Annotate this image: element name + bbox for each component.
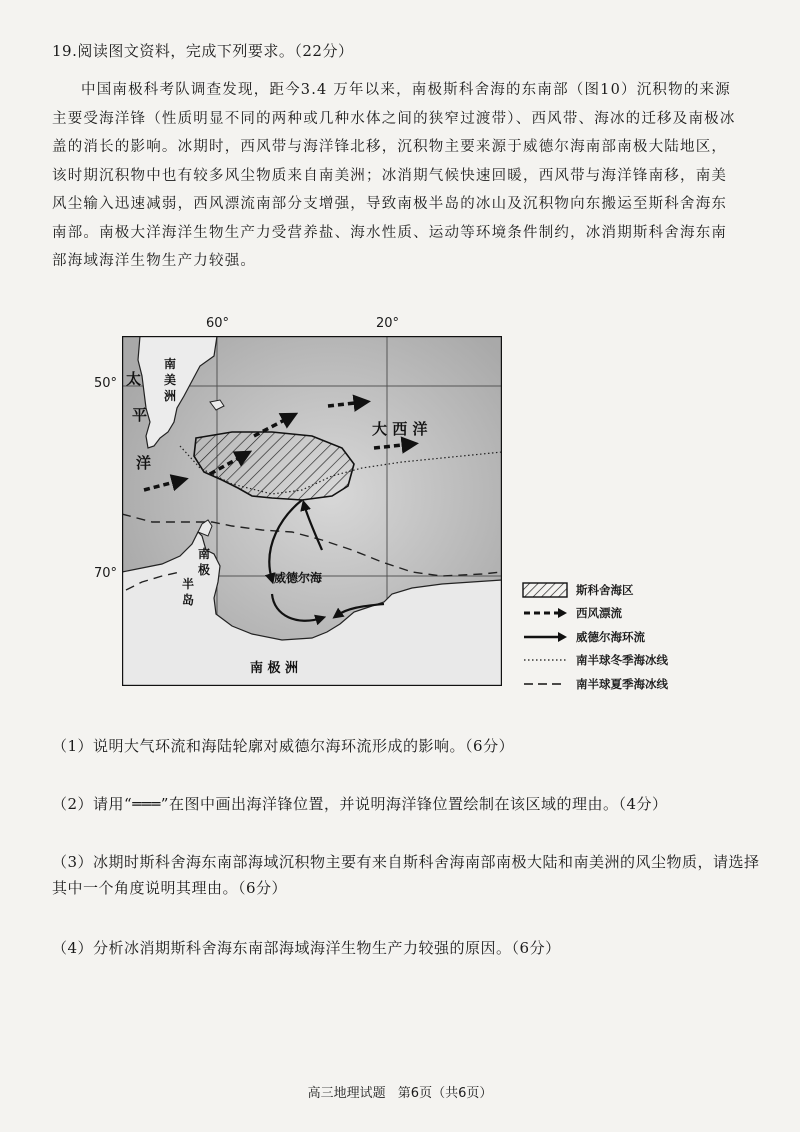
legend-winter-ice-label: 南半球冬季海冰线 xyxy=(576,653,668,668)
label-south-america-2: 美 xyxy=(164,373,177,387)
question-title: 19.阅读图文资料，完成下列要求。（22分） xyxy=(52,42,354,60)
label-antarctica: 南 极 洲 xyxy=(250,661,299,676)
label-pacific-1: 太 xyxy=(126,370,142,388)
sub-question-2: （2）请用“═══”在图中画出海洋锋位置，并说明海洋锋位置绘制在该区域的理由。（4分） xyxy=(52,795,668,813)
dotted-line-icon xyxy=(522,652,568,668)
question-passage xyxy=(52,76,742,276)
label-pacific-3: 洋 xyxy=(136,454,152,472)
hatch-swatch-icon xyxy=(522,582,568,598)
label-south-america-1: 南 xyxy=(164,357,177,371)
lat-label-70: 70° xyxy=(94,566,118,581)
legend-winter-ice xyxy=(522,649,668,673)
label-peninsula-2: 极 xyxy=(198,563,211,577)
lon-label-20: 20° xyxy=(376,316,400,331)
legend-summer-ice-label: 南半球夏季海冰线 xyxy=(576,676,668,691)
legend-west-wind-drift-label: 西风漂流 xyxy=(576,606,622,621)
sub-question-1: （1）说明大气环流和海陆轮廓对威德尔海环流形成的影响。（6分） xyxy=(52,737,515,755)
passage-text: 中国南极科考队调查发现，距今3.4 万年以来，南极斯科舍海的东南部（图10）沉积物的来源主要受海洋锋（性质明显不同的两种或几种水体之间的狭窄过渡带）、西风带、海冰的迁移及南极冰盖的消长的影响。冰期时，西风带与海洋锋北移，沉积物主要来源于威德尔海南部南极大陆地区，该时期沉积物中也有较多风尘物质来自南美洲；冰消期气候快速回暖，西风带与海洋锋南移，南美风尘输入迅速减弱，西风漂流南部分支增强，导致南极半岛的冰山及沉积物向东搬运至斯科舍海东南部。南极大洋海洋生物生产力受营养盐、海水性质、运动等环境条件制约，冰消期斯科舍海东南部海域海洋生物生产力较强。 xyxy=(52,82,736,269)
footer-page-number: 第6页（共6页） xyxy=(397,1086,493,1101)
map-legend xyxy=(522,578,668,696)
legend-weddell-gyre xyxy=(522,625,668,649)
label-atlantic: 大 西 洋 xyxy=(372,420,428,438)
solid-arrow-icon xyxy=(522,629,568,645)
scotia-sea-map xyxy=(122,336,502,686)
legend-weddell-gyre-label: 威德尔海环流 xyxy=(576,629,645,644)
dashed-arrow-icon xyxy=(522,605,568,621)
legend-summer-ice xyxy=(522,672,668,696)
sub-question-3: （3）冰期时斯科舍海东南部海域沉积物主要有来自斯科舍海南部南极大陆和南美洲的风尘物质，请选择其中一个角度说明其理由。（6分） xyxy=(52,853,760,897)
label-weddell-sea: 威德尔海 xyxy=(274,571,323,585)
lon-label-60: 60° xyxy=(206,316,230,331)
lat-label-50: 50° xyxy=(94,376,118,391)
dashed-line-icon xyxy=(522,676,568,692)
footer-subject: 高三地理试题 xyxy=(307,1086,386,1101)
label-peninsula-1: 南 xyxy=(198,547,211,561)
legend-scotia-sea xyxy=(522,578,668,602)
label-south-america-3: 洲 xyxy=(164,389,177,403)
label-pacific-2: 平 xyxy=(132,406,148,424)
legend-scotia-sea-label: 斯科舍海区 xyxy=(576,582,634,597)
label-peninsula-4: 岛 xyxy=(182,593,195,607)
label-peninsula-3: 半 xyxy=(182,577,195,591)
page-footer xyxy=(0,1082,800,1101)
sub-question-4: （4）分析冰消期斯科舍海东南部海域海洋生物生产力较强的原因。（6分） xyxy=(52,939,561,957)
legend-west-wind-drift xyxy=(522,602,668,626)
